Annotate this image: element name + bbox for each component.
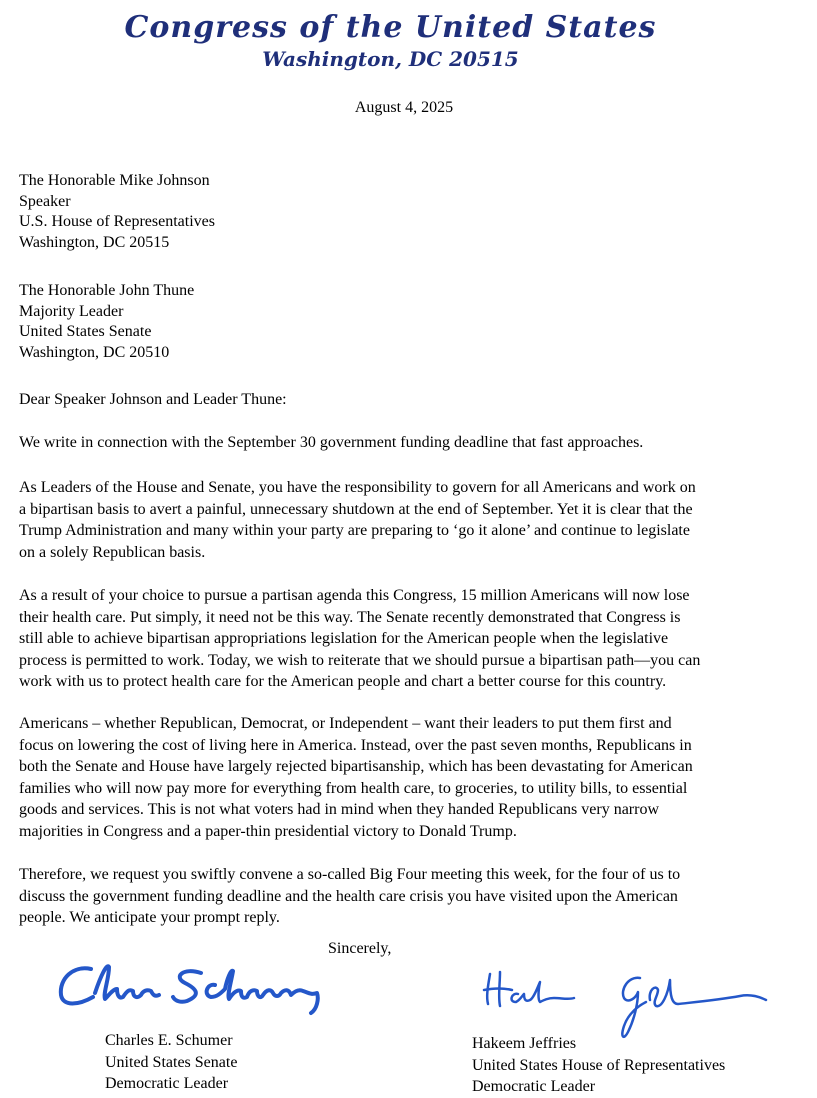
signer-role: Democratic Leader: [472, 1078, 596, 1095]
paragraph-line: focus on lowering the cost of living here in America. Instead, over the past seven months, Republicans in: [19, 736, 692, 754]
paragraph-line: Therefore, we request you swiftly convene a so-called Big Four meeting this week, for the four of us to: [19, 866, 681, 883]
paragraph-line: on a solely Republican basis.: [19, 543, 206, 561]
recipient-line: Majority Leader: [19, 302, 124, 320]
paragraph-line: process is permitted to work. Today, we wish to reiterate that we should pursue a bipartisan path—you can: [19, 651, 701, 669]
body-paragraph: [19, 477, 804, 563]
recipient-line: Washington, DC 20510: [19, 343, 170, 361]
paragraph-line: work with us to protect health care for the American people and chart a better course for this country.: [19, 673, 667, 690]
paragraph-line: people. We anticipate your prompt reply.: [19, 909, 280, 926]
signer-block: [105, 1030, 237, 1095]
recipient-line: United States Senate: [19, 323, 152, 340]
recipient-line: Washington, DC 20515: [19, 233, 170, 251]
paragraph-line: both the Senate and House have largely rejected bipartisanship, which has been devastating for American: [19, 758, 693, 775]
schumer-signature: [55, 955, 335, 1025]
body-paragraph: [19, 585, 804, 693]
paragraph-line: their health care. Put simply, it need not be this way. The Senate recently demonstrated that Congress is: [19, 608, 681, 626]
salutation-text: Dear Speaker Johnson and Leader Thune:: [19, 391, 287, 408]
letterhead-subtitle: Washington, DC 20515: [262, 47, 519, 71]
recipient-line: U.S. House of Representatives: [19, 213, 215, 230]
recipient-line: The Honorable Mike Johnson: [19, 172, 210, 189]
paragraph-line: goods and services. This is not what voters had in mind when they handed Republicans very narrow: [19, 801, 660, 818]
paragraph-line: families who will now pay more for everything from health care, to groceries, to utility bills, to essential: [19, 779, 688, 797]
signer-name: Charles E. Schumer: [105, 1032, 233, 1049]
paragraph-line: majorities in Congress and a paper-thin presidential victory to Donald Trump.: [19, 822, 517, 840]
closing: Sincerely,: [328, 940, 392, 957]
paragraph-line: a bipartisan basis to avert a painful, unnecessary shutdown at the end of September. Yet it is clear that the: [19, 500, 693, 518]
paragraph-line: As a result of your choice to pursue a partisan agenda this Congress, 15 million Americans will now lose: [19, 587, 690, 604]
letterhead: [0, 10, 817, 71]
paragraph-line: Trump Administration and many within your party are preparing to ‘go it alone’ and continue to legislate: [19, 522, 690, 539]
signer-office: United States Senate: [105, 1053, 238, 1071]
signer-block: [472, 1033, 725, 1098]
recipient-address: [19, 281, 804, 363]
paragraph-line: Americans – whether Republican, Democrat, or Independent – want their leaders to put them first and: [19, 715, 672, 732]
salutation: [19, 390, 804, 411]
paragraph-line: As Leaders of the House and Senate, you have the responsibility to govern for all Americans and work on: [19, 479, 696, 496]
body-paragraph: [19, 864, 804, 929]
letter-date: August 4, 2025: [354, 99, 454, 116]
paragraph-line: We write in connection with the September 30 government funding deadline that fast approaches.: [19, 434, 644, 451]
recipient-address: [19, 171, 804, 253]
paragraph-line: discuss the government funding deadline and the health care crisis you have visited upon the American: [19, 887, 678, 905]
body-paragraph: [19, 432, 804, 454]
body-paragraph: [19, 713, 804, 842]
signer-office: United States House of Representatives: [472, 1056, 726, 1074]
signer-name: Hakeem Jeffries: [472, 1035, 577, 1052]
signer-role: Democratic Leader: [105, 1075, 229, 1092]
recipient-line: Speaker: [19, 192, 71, 210]
paragraph-line: still able to achieve bipartisan appropriations legislation for the American people when the legislative: [19, 630, 669, 647]
letterhead-title: Congress of the United States: [124, 10, 657, 45]
recipient-line: The Honorable John Thune: [19, 282, 195, 299]
